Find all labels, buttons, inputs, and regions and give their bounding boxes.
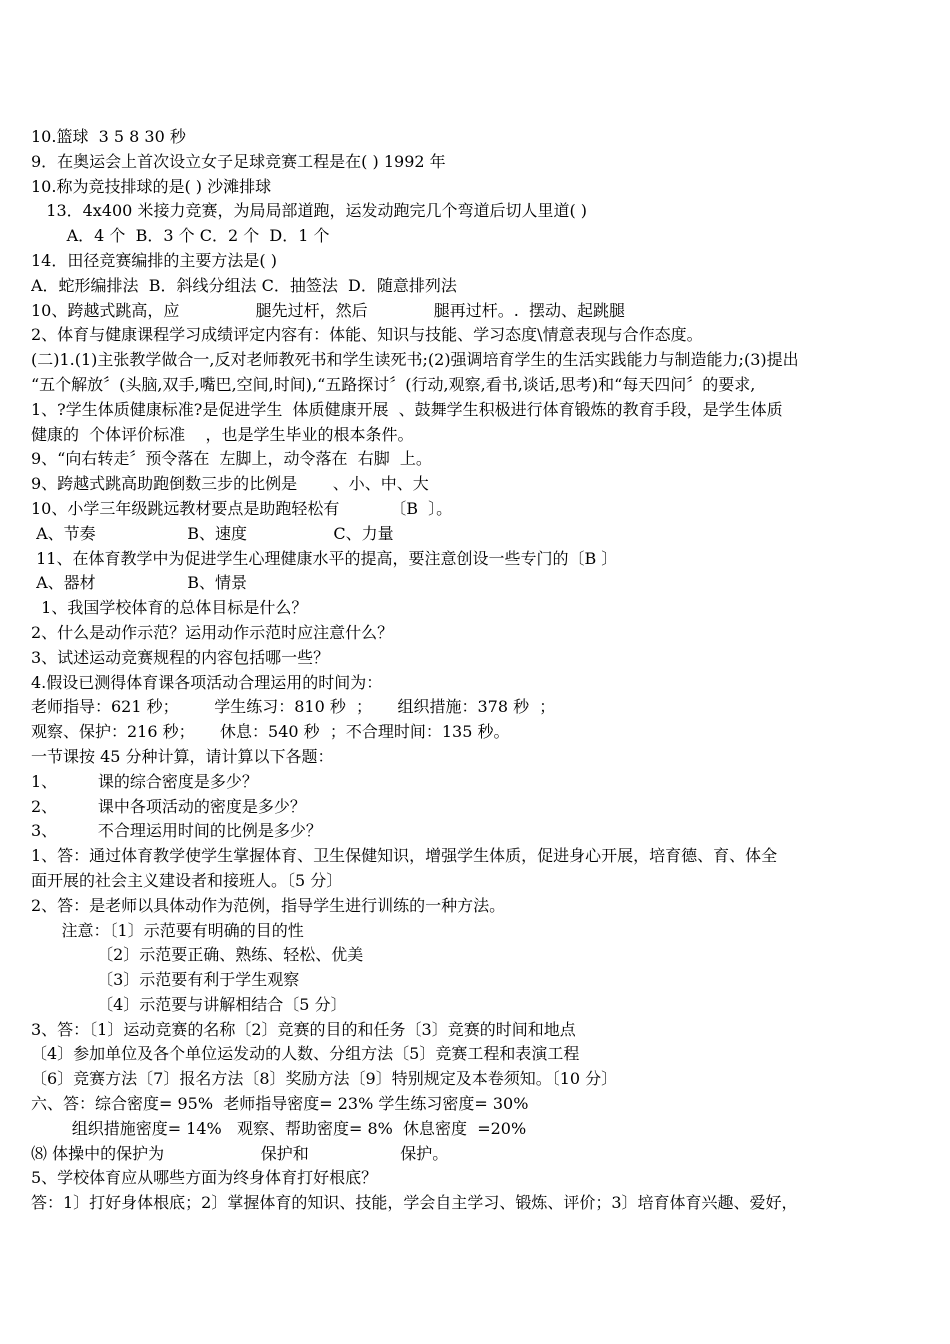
text-line-9: 2、体育与健康课程学习成绩评定内容有：体能、知识与技能、学习态度\情意表现与合作态度。 bbox=[31, 325, 703, 345]
text-line-39: 〔6〕竞赛方法〔7〕报名方法〔8〕奖励方法〔9〕特别规定及本卷须知。〔10 分〕 bbox=[31, 1069, 618, 1089]
text-line-4: 13．4x400 米接力竞赛，为局局部道跑，运发动跑完几个弯道后切人里道( ) bbox=[31, 201, 588, 221]
document-body bbox=[31, 125, 936, 1216]
text-line-28: 2、 课中各项活动的密度是多少？ bbox=[31, 796, 306, 816]
text-line-8: 10、跨越式跳高，应 腿先过杆，然后 腿再过杆。. 摆动、起跳腿 bbox=[31, 300, 626, 320]
text-line-17: A、节奏 B、速度 C、力量 bbox=[31, 523, 394, 543]
text-line-27: 1、 课的综合密度是多少？ bbox=[31, 771, 258, 791]
text-line-23: 4.假设已测得体育课各项活动合理运用的时间为： bbox=[31, 672, 383, 692]
text-line-5: A．4 个 B．3 个 C．2 个 D．1 个 bbox=[31, 226, 330, 246]
text-line-14: 9、“向右转走〞预令落在 左脚上，动令落在 右脚 上。 bbox=[31, 449, 432, 469]
text-line-15: 9、跨越式跳高助跑倒数三步的比例是 、小、中、大 bbox=[31, 474, 429, 494]
text-line-43: 5、学校体育应从哪些方面为终身体育打好根底？ bbox=[31, 1168, 378, 1188]
text-line-37: 3、答：〔1〕运动竞赛的名称〔2〕竞赛的目的和任务〔3〕竞赛的时间和地点 bbox=[31, 1019, 576, 1039]
text-line-3: 10.称为竞技排球的是( ) 沙滩排球 bbox=[31, 176, 272, 196]
text-line-36: 〔4〕示范要与讲解相结合〔5 分〕 bbox=[31, 994, 347, 1014]
text-line-19: A、器材 B、情景 bbox=[31, 573, 247, 593]
text-line-38: 〔4〕参加单位及各个单位运发动的人数、分组方法〔5〕竞赛工程和表演工程 bbox=[31, 1044, 580, 1064]
text-line-10: (二)1.(1)主张教学做合一,反对老师教死书和学生读死书;(2)强调培育学生的生活实践能力与制造能力;(3)提出 bbox=[31, 350, 799, 370]
text-line-22: 3、试述运动竞赛规程的内容包括哪一些？ bbox=[31, 647, 330, 667]
text-line-44: 答：1〕打好身体根底；2〕掌握体育的知识、技能，学会自主学习、锻炼、评价；3〕培育体育兴趣、爱好， bbox=[31, 1193, 798, 1213]
text-line-29: 3、 不合理运用时间的比例是多少？ bbox=[31, 821, 322, 841]
text-line-32: 2、答：是老师以具体动作为范例，指导学生进行训练的一种方法。 bbox=[31, 895, 506, 915]
text-line-2: 9．在奥运会上首次设立女子足球竞赛工程是在( ) 1992 年 bbox=[31, 151, 446, 171]
text-line-34: 〔2〕示范要正确、熟练、轻松、优美 bbox=[31, 945, 364, 965]
text-line-11: “五个解放〞(头脑,双手,嘴巴,空间,时间),“五路探讨〞(行动,观察,看书,谈话,思考)和“每天四问〞的要求, bbox=[31, 374, 756, 394]
text-line-40: 六、答：综合密度= 95% 老师指导密度= 23% 学生练习密度= 30% bbox=[31, 1094, 529, 1114]
text-line-6: 14．田径竞赛编排的主要方法是( ) bbox=[31, 250, 277, 270]
text-line-24: 老师指导：621 秒； 学生练习：810 秒 ； 组织措施：378 秒 ； bbox=[31, 697, 556, 717]
text-line-42: ⑻ 体操中的保护为 保护和 保护。 bbox=[31, 1143, 449, 1163]
text-line-26: 一节课按 45 分种计算，请计算以下各题： bbox=[31, 746, 334, 766]
text-line-13: 健康的 个体评价标准 ，也是学生毕业的根本条件。 bbox=[31, 424, 414, 444]
text-line-7: A．蛇形编排法 B．斜线分组法 C．抽签法 D．随意排列法 bbox=[31, 275, 457, 295]
text-line-18: 11、在体育教学中为促进学生心理健康水平的提高，要注意创设一些专门的〔B 〕 bbox=[31, 548, 618, 568]
text-line-41: 组织措施密度= 14% 观察、帮助密度= 8% 休息密度 =20% bbox=[31, 1118, 527, 1138]
text-line-1: 10.篮球 3 5 8 30 秒 bbox=[31, 127, 186, 146]
text-line-20: 1、我国学校体育的总体目标是什么？ bbox=[31, 598, 308, 618]
text-line-21: 2、什么是动作示范？运用动作示范时应注意什么？ bbox=[31, 622, 394, 642]
text-line-33: 注意：〔1〕示范要有明确的目的性 bbox=[31, 920, 304, 940]
text-line-30: 1、答：通过体育教学使学生掌握体育、卫生保健知识，增强学生体质，促进身心开展，培育德、育、体全 bbox=[31, 846, 778, 866]
text-line-12: 1、?学生体质健康标准?是促进学生 体质健康开展 、鼓舞学生积极进行体育锻炼的教育手段，是学生体质 bbox=[31, 399, 783, 419]
text-line-25: 观察、保护：216 秒； 休息：540 秒 ；不合理时间：135 秒。 bbox=[31, 722, 510, 742]
text-line-35: 〔3〕示范要有利于学生观察 bbox=[31, 970, 300, 990]
text-line-31: 面开展的社会主义建设者和接班人。〔5 分〕 bbox=[31, 870, 343, 890]
text-line-16: 10、小学三年级跳远教材要点是助跑轻松有 〔B 〕。 bbox=[31, 498, 453, 518]
